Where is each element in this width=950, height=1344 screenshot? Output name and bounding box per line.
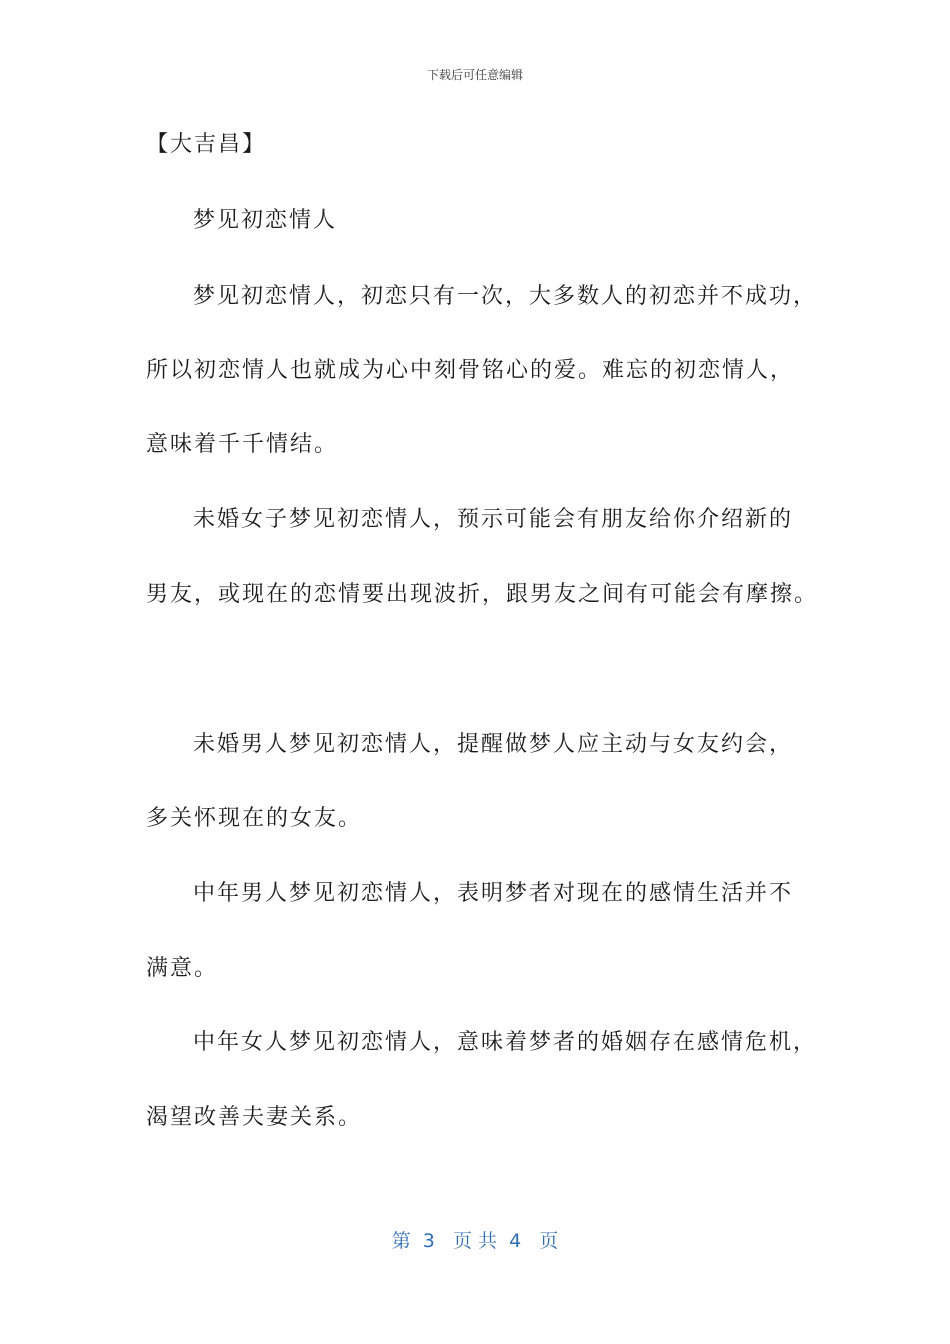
section-title: 梦见初恋情人 xyxy=(193,208,338,233)
paragraph-line: 所以初恋情人也就成为心中刻骨铭心的爱。难忘的初恋情人， xyxy=(146,358,795,383)
page-number-footer: 第 3 页 共 4 页 xyxy=(391,1230,559,1252)
paragraph-line: 中年男人梦见初恋情人，表明梦者对现在的感情生活并不 xyxy=(193,881,794,906)
paragraph-line: 男友，或现在的恋情要出现波折，跟男友之间有可能会有摩擦。 xyxy=(146,582,819,607)
paragraph-line: 渴望改善夫妻关系。 xyxy=(146,1105,363,1130)
paragraph-line: 多关怀现在的女友。 xyxy=(146,806,363,831)
paragraph-line: 未婚男人梦见初恋情人，提醒做梦人应主动与女友约会， xyxy=(193,732,794,757)
page-header: 下载后可任意编辑 xyxy=(426,68,523,82)
paragraph-line: 梦见初恋情人，初恋只有一次，大多数人的初恋并不成功， xyxy=(193,284,818,309)
paragraph-line: 意味着千千情结。 xyxy=(146,432,339,457)
paragraph-line: 中年女人梦见初恋情人，意味着梦者的婚姻存在感情危机， xyxy=(193,1030,818,1055)
section-heading: 【大吉昌】 xyxy=(146,132,267,157)
paragraph-line: 满意。 xyxy=(146,956,219,981)
paragraph-line: 未婚女子梦见初恋情人，预示可能会有朋友给你介绍新的 xyxy=(193,507,794,532)
